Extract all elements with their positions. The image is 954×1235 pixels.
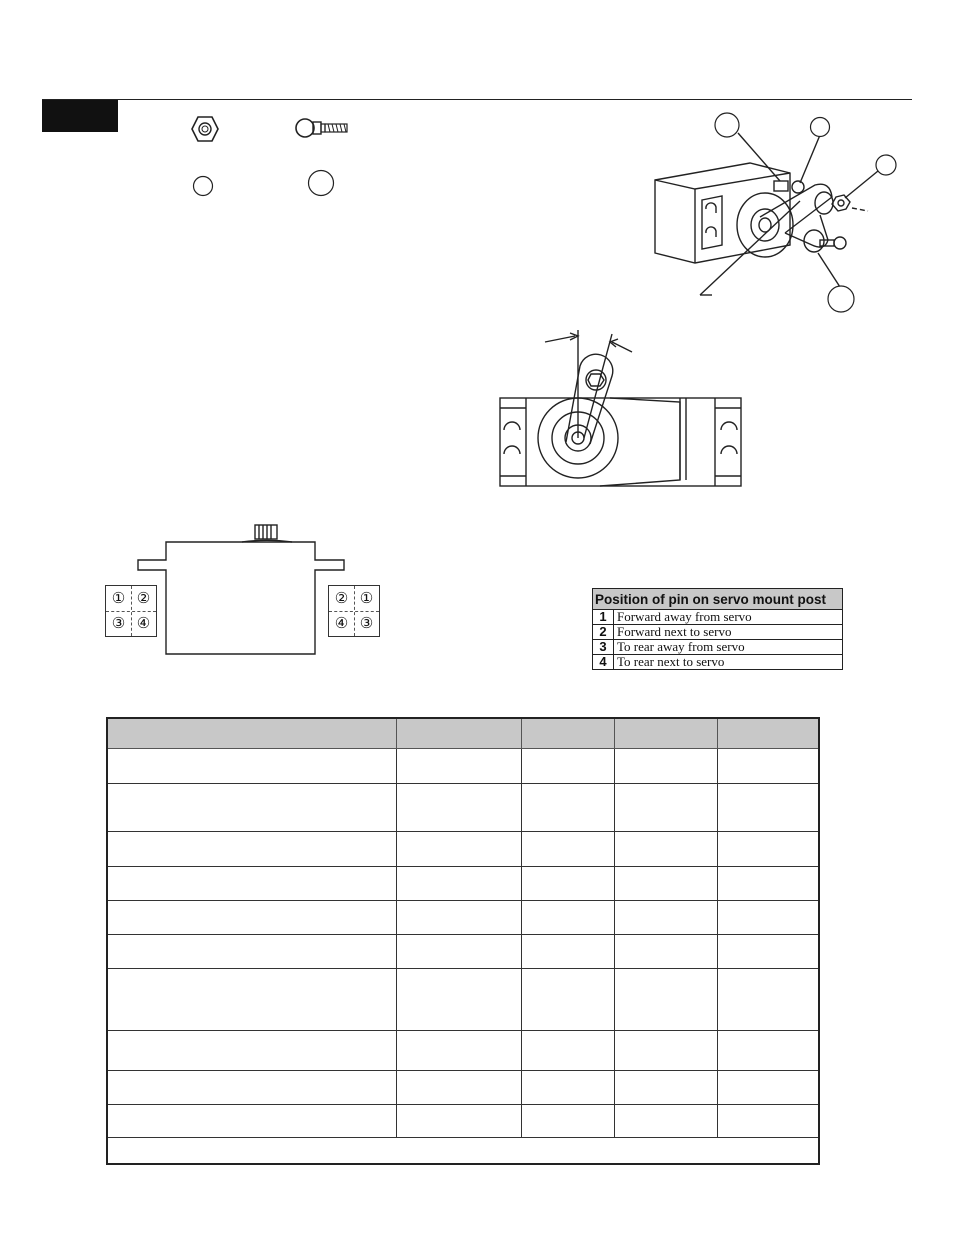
header-rule bbox=[42, 99, 912, 100]
callout-circle-icon bbox=[307, 169, 335, 197]
position-grid-left bbox=[105, 585, 157, 637]
table-row: 2 Forward next to servo bbox=[593, 625, 843, 640]
table-row bbox=[107, 1071, 819, 1105]
settings-table bbox=[106, 717, 820, 1165]
table-row bbox=[107, 749, 819, 784]
position-1-label: ① bbox=[111, 589, 126, 607]
position-1-label: ① bbox=[359, 589, 374, 607]
table-row bbox=[107, 901, 819, 935]
servo-top-view-drawing bbox=[500, 330, 745, 490]
hex-nut-icon bbox=[190, 115, 220, 143]
table-row bbox=[107, 1031, 819, 1071]
table-row bbox=[107, 784, 819, 832]
table-row: 3 To rear away from servo bbox=[593, 640, 843, 655]
position-grid-right bbox=[328, 585, 380, 637]
table-row: 1 Forward away from servo bbox=[593, 610, 843, 625]
table-footer-row bbox=[107, 1138, 819, 1165]
section-tab bbox=[42, 100, 118, 132]
table-row bbox=[107, 1105, 819, 1138]
callout-circle-icon bbox=[192, 175, 214, 197]
position-3-label: ③ bbox=[111, 614, 126, 632]
ball-stud-icon bbox=[294, 115, 350, 141]
table-header-row bbox=[107, 718, 819, 749]
position-2-label: ② bbox=[334, 589, 349, 607]
table-row bbox=[107, 935, 819, 969]
pin-position-table bbox=[592, 588, 843, 670]
position-3-label: ③ bbox=[359, 614, 374, 632]
pin-position-table-title: Position of pin on servo mount post bbox=[593, 589, 843, 610]
table-row: 4 To rear next to servo bbox=[593, 655, 843, 670]
position-2-label: ② bbox=[136, 589, 151, 607]
position-4-label: ④ bbox=[136, 614, 151, 632]
table-row bbox=[107, 867, 819, 901]
table-row bbox=[107, 969, 819, 1031]
position-4-label: ④ bbox=[334, 614, 349, 632]
table-row bbox=[107, 832, 819, 867]
servo-front-view-drawing bbox=[138, 522, 346, 656]
servo-exploded-drawing bbox=[640, 105, 910, 315]
